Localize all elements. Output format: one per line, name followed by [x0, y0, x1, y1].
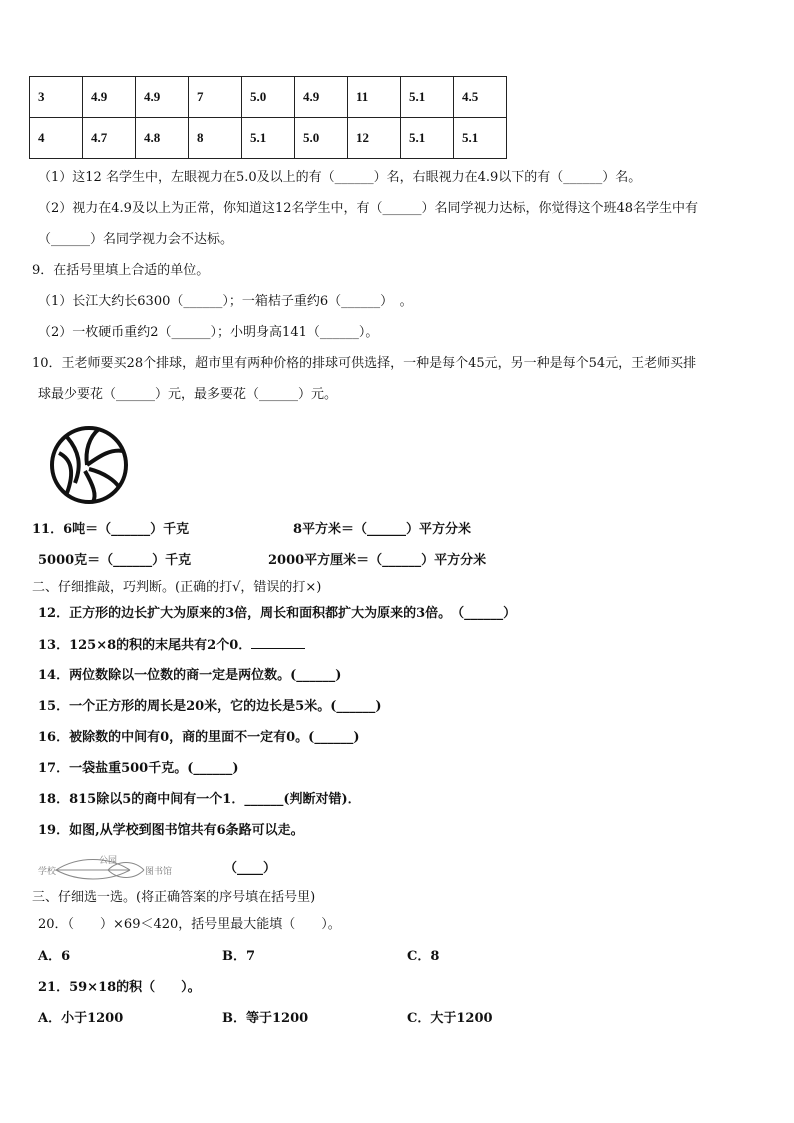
table-cell: 8 — [189, 118, 242, 159]
question-11-d: 2000平方厘米＝（______）平方分米 — [268, 553, 487, 568]
question-20: 20．（ ）×69＜420，括号里最大能填（ ）。 — [38, 917, 341, 932]
question-10-cont: 球最少要花（______）元，最多要花（______）元。 — [38, 387, 338, 402]
table-cell: 11 — [348, 77, 401, 118]
question-21-option-a: A．小于1200 — [38, 1011, 124, 1026]
table-row — [30, 77, 507, 118]
route-library-label: 图书馆 — [145, 867, 173, 877]
question-21-option-b: B．等于1200 — [222, 1011, 309, 1026]
table-cell: 4.8 — [136, 118, 189, 159]
question-9: 9．在括号里填上合适的单位。 — [32, 263, 210, 278]
question-13 — [38, 636, 305, 655]
table-cell: 4.9 — [136, 77, 189, 118]
question-17: 17．一袋盐重500千克。(______) — [38, 761, 239, 776]
question-9-part-1: （1）长江大约长6300（______）；一箱桔子重约6（______） 。 — [38, 294, 413, 309]
question-11-c: 5000克＝（______）千克 — [38, 553, 192, 568]
question-11-b: 8平方米＝（______）平方分米 — [293, 522, 472, 537]
question-18: 18．815除以5的商中间有一个1．______(判断对错)． — [38, 792, 361, 807]
table-cell: 7 — [189, 77, 242, 118]
route-school-label: 学校 — [38, 867, 57, 877]
section-3-heading: 三、仔细选一选。(将正确答案的序号填在括号里) — [32, 890, 316, 905]
table-cell: 3 — [30, 77, 83, 118]
question-8-part-2-cont: （______）名同学视力会不达标。 — [38, 232, 234, 247]
question-9-part-2: （2）一枚硬币重约2（______）；小明身高141（______）。 — [38, 325, 379, 340]
question-13-text: 13．125×8的积的末尾共有2个0． — [38, 638, 252, 653]
question-20-option-a: A．6 — [38, 949, 71, 964]
question-16: 16．被除数的中间有0，商的里面不一定有0。(______) — [38, 730, 360, 745]
table-cell: 4.5 — [454, 77, 507, 118]
volleyball-icon — [49, 425, 129, 505]
table-cell: 5.0 — [242, 77, 295, 118]
table-cell: 4.7 — [83, 118, 136, 159]
question-11-a: 11．6吨＝（______）千克 — [32, 522, 190, 537]
answer-blank[interactable] — [251, 636, 305, 649]
table-cell: 5.1 — [242, 118, 295, 159]
table-row — [30, 118, 507, 159]
question-10: 10．王老师要买28个排球，超市里有两种价格的排球可供选择，一种是每个45元，另一种是每个54元，王老师买排 — [32, 356, 697, 371]
question-20-option-b: B．7 — [222, 949, 256, 964]
question-15: 15．一个正方形的周长是20米，它的边长是5米。(______) — [38, 699, 382, 714]
question-12: 12．正方形的边长扩大为原来的3倍，周长和面积都扩大为原来的3倍。 （______） — [38, 606, 517, 621]
table-cell: 5.1 — [401, 118, 454, 159]
question-8-part-1: （1）这12 名学生中，左眼视力在5.0及以上的有（______）名，右眼视力在4.9以下的有（______）名。 — [38, 170, 642, 185]
table-cell: 4.9 — [83, 77, 136, 118]
question-19-answer: （____） — [224, 861, 277, 876]
table-cell: 5.1 — [401, 77, 454, 118]
question-8-part-2: （2）视力在4.9及以上为正常，你知道这12名学生中，有（______）名同学视力达标，你觉得这个班48名学生中有 — [38, 201, 699, 216]
question-20-option-c: C．8 — [407, 949, 440, 964]
table-cell: 4.9 — [295, 77, 348, 118]
route-park-label: 公园 — [99, 856, 118, 866]
vision-table — [29, 76, 507, 159]
table-cell: 5.0 — [295, 118, 348, 159]
section-2-heading: 二、仔细推敲，巧判断。(正确的打√，错误的打×) — [32, 580, 322, 595]
table-cell: 5.1 — [454, 118, 507, 159]
table-cell: 12 — [348, 118, 401, 159]
question-14: 14．两位数除以一位数的商一定是两位数。(______) — [38, 668, 342, 683]
question-19: 19．如图,从学校到图书馆共有6条路可以走。 — [38, 823, 304, 838]
question-21: 21．59×18的积（ ）。 — [38, 980, 201, 995]
question-21-option-c: C．大于1200 — [407, 1011, 493, 1026]
table-cell: 4 — [30, 118, 83, 159]
